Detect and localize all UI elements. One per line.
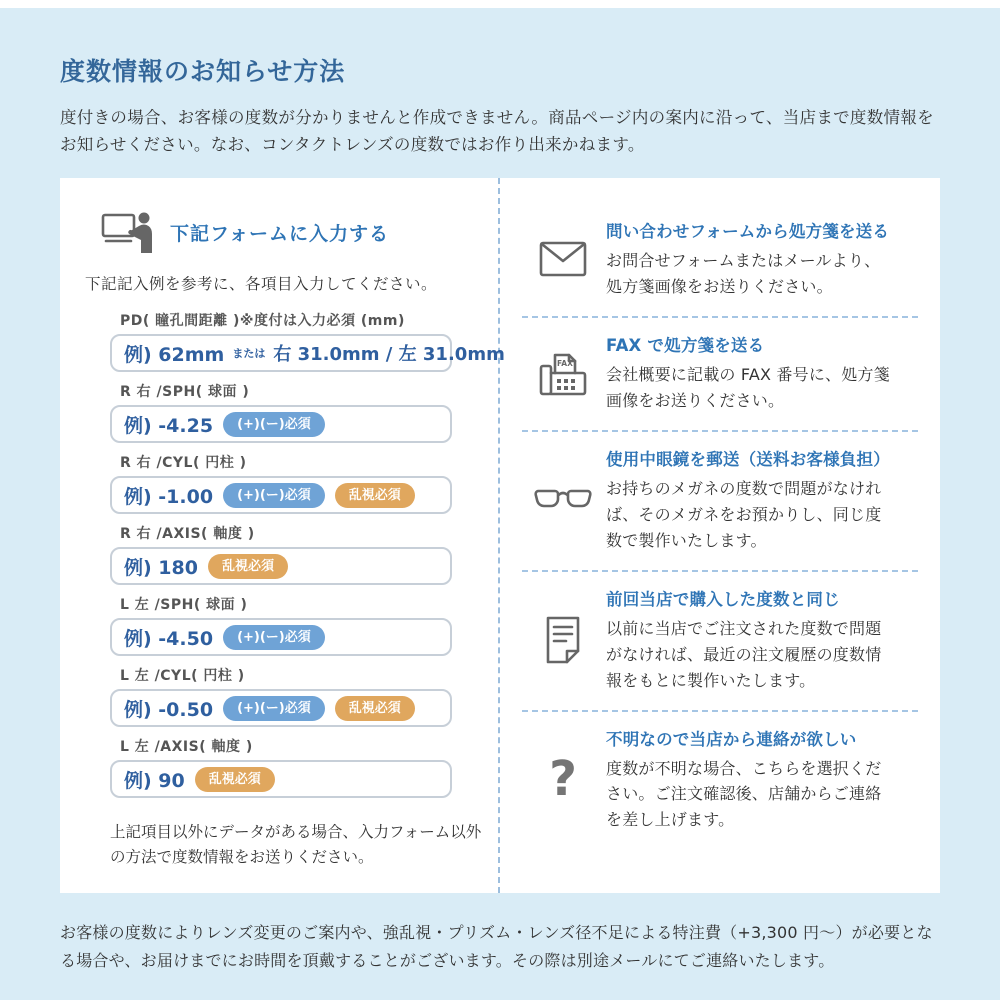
method-body: 会社概要に記載の FAX 番号に、処方箋画像をお送りください。 [606,365,890,411]
example-input-box [110,618,452,656]
mail-icon [520,240,606,278]
method-fax [520,318,920,430]
method-body: お問合せフォームまたはメールより、処方箋画像をお送りください。 [606,251,881,297]
field-label: L 左 /AXIS( 軸度 ) [120,739,253,756]
form-field-r-axis [110,523,452,585]
form-field-pd [110,310,505,372]
field-label: R 右 /SPH( 球面 ) [120,384,250,401]
plus-minus-required-badge: (+)(ー)必須 [223,483,325,508]
field-label: R 右 /AXIS( 軸度 ) [120,526,255,543]
methods-section [500,178,940,893]
form-instruction: 下記記入例を参考に、各項目入力してください。 [85,275,438,294]
example-value: 例) -4.25 [124,414,214,437]
document-icon [520,615,606,665]
astigmatism-required-badge: 乱視必須 [195,767,275,792]
example-input-box [110,547,452,585]
method-title: 問い合わせフォームから処方箋を送る [606,222,890,242]
example-input-box [110,476,452,514]
method-title: 使用中眼鏡を郵送（送料お客様負担） [606,450,890,470]
example-input-box [110,405,452,443]
method-body: 度数が不明な場合、こちらを選択ください。ご注文確認後、店舗からご連絡を差し上げます。 [606,758,882,830]
example-value: 例) 90 [124,769,185,792]
method-text [606,332,906,414]
glasses-icon [520,488,606,512]
plus-minus-required-badge: (+)(ー)必須 [223,696,325,721]
method-text [606,218,906,300]
example-input-box [110,689,452,727]
field-label: R 右 /CYL( 円柱 ) [120,455,247,472]
page-title: 度数情報のお知らせ方法 [60,57,346,86]
method-body: お持ちのメガネの度数で問題がなければ、そのメガネをお預かりし、同じ度数で製作いたします。 [606,479,882,550]
form-field-l-sph [110,594,452,656]
example-value: 例) 180 [124,556,198,579]
svg-text:FAX: FAX [557,359,573,369]
method-title: 不明なので当店から連絡が欲しい [606,729,857,749]
form-note: 上記項目以外にデータがある場合、入力フォーム以外の方法で度数情報をお送りください。 [110,823,482,867]
example-value: 例) -1.00 [124,485,214,508]
field-label: L 左 /SPH( 球面 ) [120,597,248,614]
page-content [0,8,1000,974]
form-fields [110,310,505,870]
astigmatism-required-badge: 乱視必須 [208,554,288,579]
method-previous-order [520,572,920,710]
astigmatism-required-badge: 乱視必須 [335,483,415,508]
form-field-r-cyl [110,452,452,514]
intro-text: 度付きの場合、お客様の度数が分かりませんと作成できません。商品ページ内の案内に沿って、当店まで度数情報をお知らせください。なお、コンタクトレンズの度数ではお作り出来かねます。 [60,108,934,155]
form-field-l-axis [110,736,452,798]
question-icon: ? [549,751,577,808]
example-join: または [232,347,266,361]
form-field-l-cyl [110,665,452,727]
method-title: 前回当店で購入した度数と同じ [606,589,840,609]
field-label: PD( 瞳孔間距離 )※度付は入力必須 (mm) [120,313,405,330]
form-section-title: 下記フォームに入力する [170,222,390,245]
example-input-box [110,334,505,372]
method-mail-glasses [520,432,920,570]
fax-icon [520,349,606,397]
method-unknown-contact [520,712,920,850]
astigmatism-required-badge: 乱視必須 [335,696,415,721]
method-text [606,446,906,554]
method-text [606,586,906,694]
example-value: 例) -4.50 [124,627,214,650]
form-section [60,178,505,893]
method-body: 以前に当店でご注文された度数で問題がなければ、最近の注文履歴の度数情報をもとに製作いたします。 [606,618,882,690]
info-card [60,178,940,893]
plus-minus-required-badge: (+)(ー)必須 [223,625,325,650]
form-field-r-sph [110,381,452,443]
example-input-box [110,760,452,798]
footer-note: お客様の度数によりレンズ変更のご案内や、強乱視・プリズム・レンズ径不足による特注費（+3,300 円～）が必要となる場合や、お届けまでにお時間を頂戴することがございます。その際は別途メールにてご連絡いたします。 [60,923,933,970]
method-title: FAX で処方箋を送る [606,336,765,356]
plus-minus-required-badge: (+)(ー)必須 [223,412,325,437]
example-value: 例) 62mm [124,343,225,366]
form-section-header [100,210,498,254]
method-contact-form [520,204,920,316]
example-value-2: 右 31.0mm / 左 31.0mm [273,344,505,366]
method-text [606,726,906,834]
example-value: 例) -0.50 [124,698,214,721]
presenter-icon [100,210,156,254]
field-label: L 左 /CYL( 円柱 ) [120,668,245,685]
